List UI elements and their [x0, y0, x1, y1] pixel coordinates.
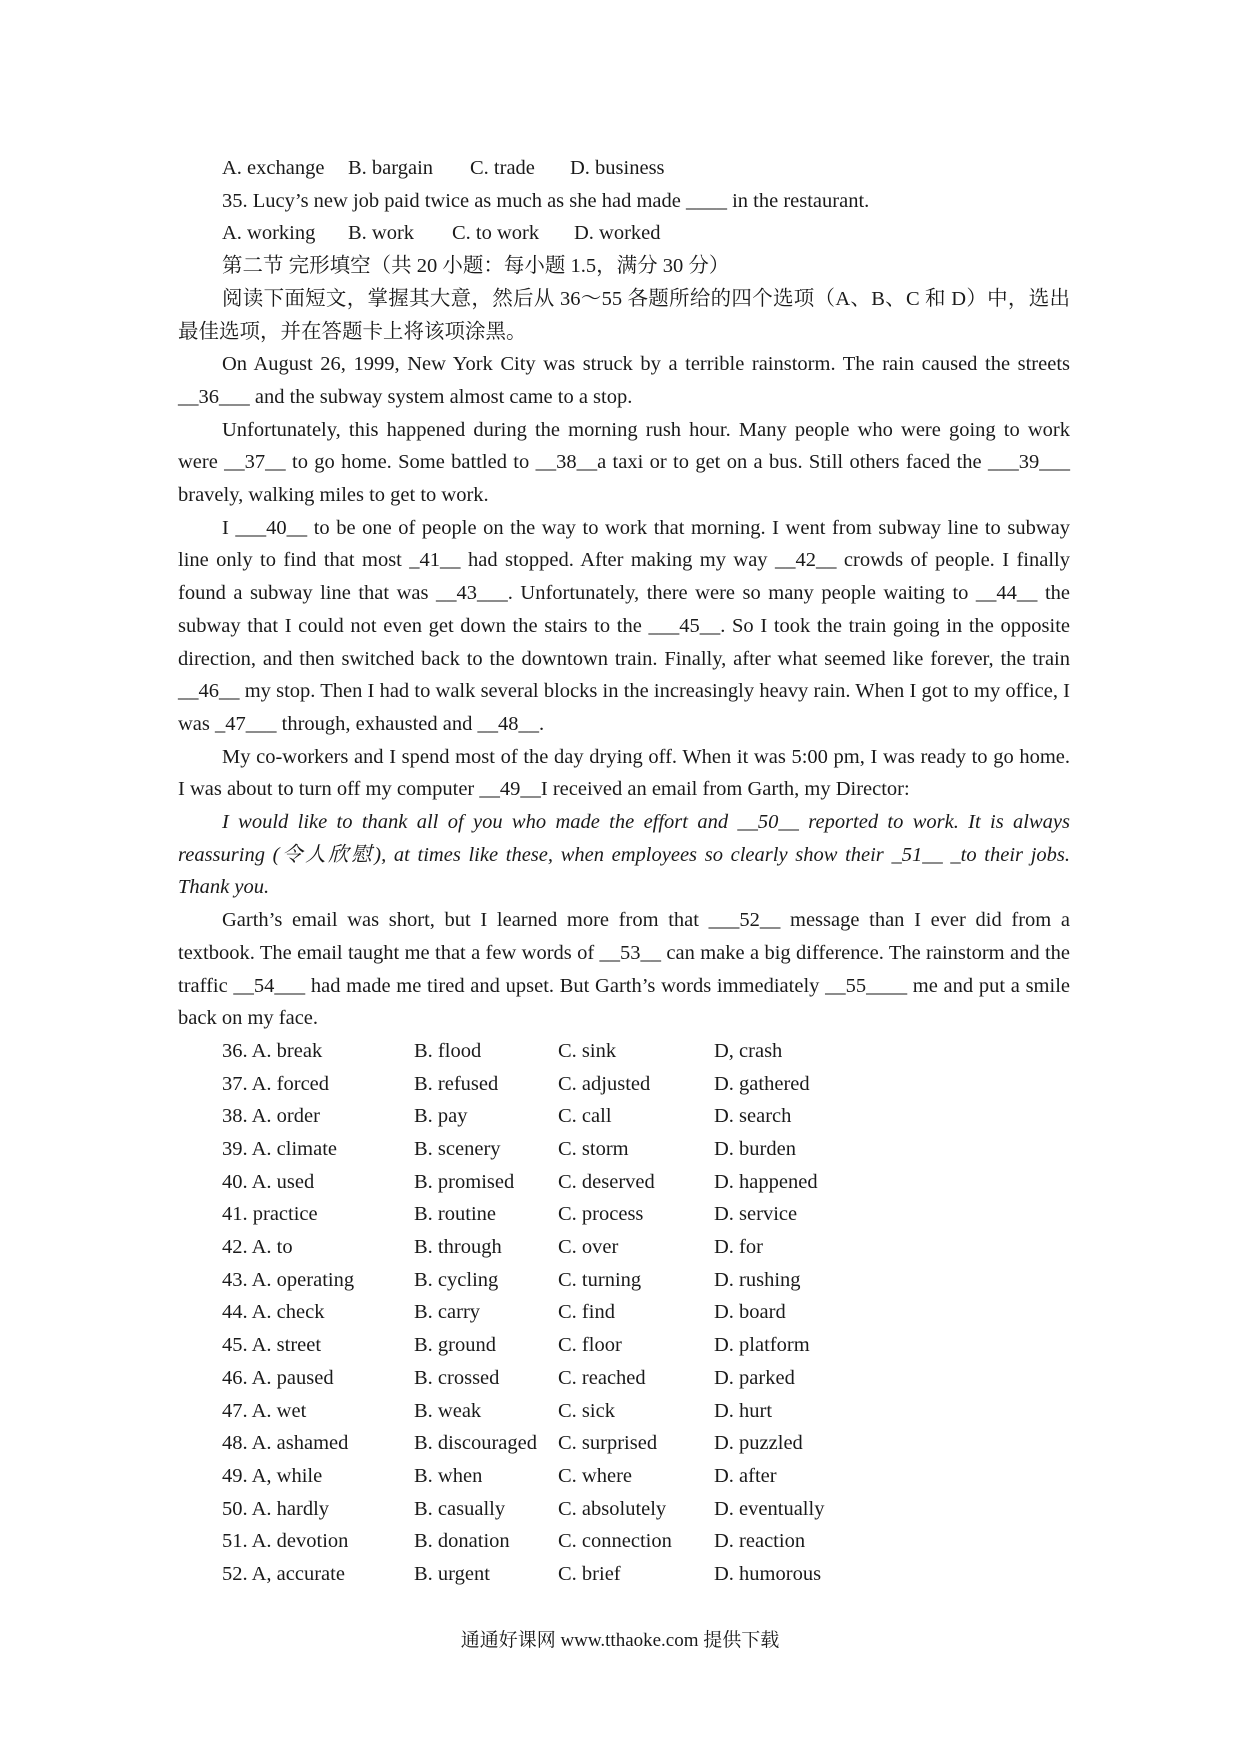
choice-row [178, 1493, 1070, 1526]
choice-option-a: 50. A. hardly [222, 1497, 330, 1520]
choice-option-d: D. rushing [714, 1268, 801, 1291]
choice-option-a: 37. A. forced [222, 1072, 330, 1095]
choice-row [178, 1296, 1070, 1329]
choice-option-a: 42. A. to [222, 1236, 293, 1259]
choice-option-d: D. humorous [714, 1562, 822, 1585]
choice-option-b: B. refused [414, 1072, 499, 1095]
choice-row [178, 1558, 1070, 1591]
choice-option-b: B. crossed [414, 1366, 500, 1389]
option-d: D. business [570, 157, 665, 179]
choice-option-d: D. service [714, 1203, 798, 1226]
choice-option-d: D. hurt [714, 1399, 773, 1422]
choice-option-a: 47. A. wet [222, 1399, 307, 1422]
choice-row [178, 1198, 1070, 1231]
choice-option-d: D. board [714, 1301, 786, 1324]
choice-option-c: C. reached [558, 1366, 646, 1389]
paragraph-1: On August 26, 1999, New York City was struck by a terrible rainstorm. The rain caused the streets __36___ and the subway system almost came to a stop. [178, 353, 1070, 408]
option-b: B. bargain [348, 157, 434, 179]
choice-option-c: C. turning [558, 1268, 642, 1291]
choice-option-b: B. ground [414, 1334, 496, 1357]
choice-option-c: C. adjusted [558, 1072, 651, 1095]
choice-option-d: D. eventually [714, 1497, 825, 1520]
choice-option-b: B. when [414, 1464, 483, 1487]
instructions: 阅读下面短文，掌握其大意，然后从 36～55 各题所给的四个选项（A、B、C 和 D）中，选出最佳选项，并在答题卡上将该项涂黑。 [178, 287, 1070, 343]
choice-option-a: 38. A. order [222, 1105, 320, 1128]
choice-option-b: B. casually [414, 1497, 506, 1520]
choice-option-d: D. parked [714, 1366, 795, 1389]
choice-option-c: C. sick [558, 1399, 615, 1422]
option-c: C. trade [470, 157, 535, 179]
choice-option-d: D. happened [714, 1170, 818, 1193]
choice-option-b: B. through [414, 1236, 502, 1259]
option-a: A. exchange [222, 157, 325, 179]
choice-option-a: 43. A. operating [222, 1268, 355, 1291]
choice-option-d: D. platform [714, 1334, 810, 1357]
choice-option-c: C. call [558, 1105, 612, 1128]
choice-option-a: 46. A. paused [222, 1366, 334, 1389]
choice-option-c: C. brief [558, 1562, 621, 1585]
choice-option-d: D. reaction [714, 1530, 806, 1553]
choice-option-b: B. pay [414, 1105, 468, 1128]
choice-option-b: B. routine [414, 1203, 496, 1226]
paragraph-4: My co-workers and I spend most of the day drying off. When it was 5:00 pm, I was ready to go home. I was about to turn off my computer __49__I received an email from Garth, my Director: [178, 745, 1070, 801]
choice-option-a: 51. A. devotion [222, 1530, 349, 1553]
choice-option-d: D. burden [714, 1138, 796, 1161]
choice-option-d: D. search [714, 1105, 792, 1128]
choice-option-a: 40. A. used [222, 1170, 315, 1193]
choice-option-d: D. gathered [714, 1072, 810, 1095]
choice-option-c: C. floor [558, 1334, 622, 1357]
choice-row [178, 1460, 1070, 1493]
option-c: C. to work [452, 222, 540, 245]
paragraph-2: Unfortunately, this happened during the morning rush hour. Many people who were going to work were __37__ to go home. Some battled to __38__a taxi or to get on a bus. Still others faced the ___39___ bravely, walking miles to get to work. [178, 418, 1070, 507]
question-35-options [178, 217, 1070, 250]
choice-row [178, 1525, 1070, 1558]
answer-choices [178, 1035, 1070, 1591]
choice-option-a: 49. A, while [222, 1464, 323, 1487]
choice-option-a: 48. A. ashamed [222, 1432, 349, 1455]
choice-option-b: B. scenery [414, 1138, 501, 1161]
choice-option-c: C. storm [558, 1138, 629, 1161]
choice-option-c: C. connection [558, 1530, 672, 1553]
choice-row [178, 1035, 1070, 1068]
choice-row [178, 1362, 1070, 1395]
choice-option-a: 45. A. street [222, 1334, 322, 1357]
choice-option-b: B. carry [414, 1301, 481, 1324]
paragraph-3: I ___40__ to be one of people on the way to work that morning. I went from subway line to subway line only to find that most _41__ had stopped. After making my way __42__ crowds of people. I finally found a subway line that was __43___. Unfortunately, there were so many people waiting to __44__ the subway that I could not even get down the stairs to the ___45__. So I took the train going in the opposite direction, and then switched back to the downtown train. Finally, after what seemed like forever, the train __46__ my stop. Then I had to walk several blocks in the increasingly heavy rain. When I got to my office, I was _47___ through, exhausted and __48__. [178, 516, 1070, 735]
choice-option-d: D, crash [714, 1039, 783, 1062]
choice-option-c: C. find [558, 1301, 615, 1324]
option-d: D. worked [574, 222, 661, 245]
choice-row [178, 1329, 1070, 1362]
choice-option-a: 41. practice [222, 1203, 318, 1226]
choice-option-b: B. donation [414, 1530, 510, 1553]
email-quote: I would like to thank all of you who made the effort and __50__ reported to work. It is always reassuring (令人欣慰), at times like these, when employees so clearly show their _51__ _to their jobs. Thank you. [178, 811, 1070, 899]
choice-option-d: D. for [714, 1236, 763, 1259]
choice-option-c: C. surprised [558, 1432, 658, 1455]
choice-option-a: 36. A. break [222, 1039, 323, 1062]
choice-option-a: 44. A. check [222, 1301, 325, 1324]
choice-option-a: 52. A, accurate [222, 1562, 345, 1585]
choice-option-b: B. promised [414, 1170, 515, 1193]
footer: 通通好课网 www.tthaoke.com 提供下载 [460, 1630, 780, 1651]
choice-row [178, 1264, 1070, 1297]
choice-option-d: D. after [714, 1464, 777, 1487]
choice-option-c: C. sink [558, 1039, 617, 1062]
choice-option-b: B. cycling [414, 1268, 499, 1291]
option-b: B. work [348, 222, 415, 245]
section-heading: 第二节 完形填空（共 20 小题：每小题 1.5，满分 30 分） [222, 255, 730, 278]
choice-option-d: D. puzzled [714, 1432, 803, 1455]
question-34-options [178, 152, 1070, 185]
exam-page [178, 152, 1070, 1591]
choice-option-b: B. urgent [414, 1562, 490, 1585]
choice-row [178, 1427, 1070, 1460]
choice-option-b: B. weak [414, 1399, 482, 1422]
choice-option-c: C. deserved [558, 1170, 655, 1193]
choice-option-b: B. discouraged [414, 1432, 537, 1455]
choice-row [178, 1231, 1070, 1264]
choice-option-a: 39. A. climate [222, 1138, 338, 1161]
question-35-stem: 35. Lucy’s new job paid twice as much as she had made ____ in the restaurant. [222, 189, 870, 212]
choice-row [178, 1068, 1070, 1101]
choice-option-b: B. flood [414, 1039, 482, 1062]
choice-option-c: C. where [558, 1464, 633, 1487]
choice-row [178, 1166, 1070, 1199]
choice-row [178, 1395, 1070, 1428]
choice-option-c: C. absolutely [558, 1497, 667, 1520]
choice-option-c: C. over [558, 1236, 619, 1259]
choice-row [178, 1133, 1070, 1166]
option-a: A. working [222, 222, 316, 245]
choice-row [178, 1100, 1070, 1133]
choice-option-c: C. process [558, 1203, 644, 1226]
closing-paragraph: Garth’s email was short, but I learned more from that ___52__ message than I ever did from a textbook. The email taught me that a few words of __53__ can make a big difference. The rainstorm and the traffic __54___ had made me tired and upset. But Garth’s words immediately __55____ me and put a smile back on my face. [178, 909, 1070, 1030]
